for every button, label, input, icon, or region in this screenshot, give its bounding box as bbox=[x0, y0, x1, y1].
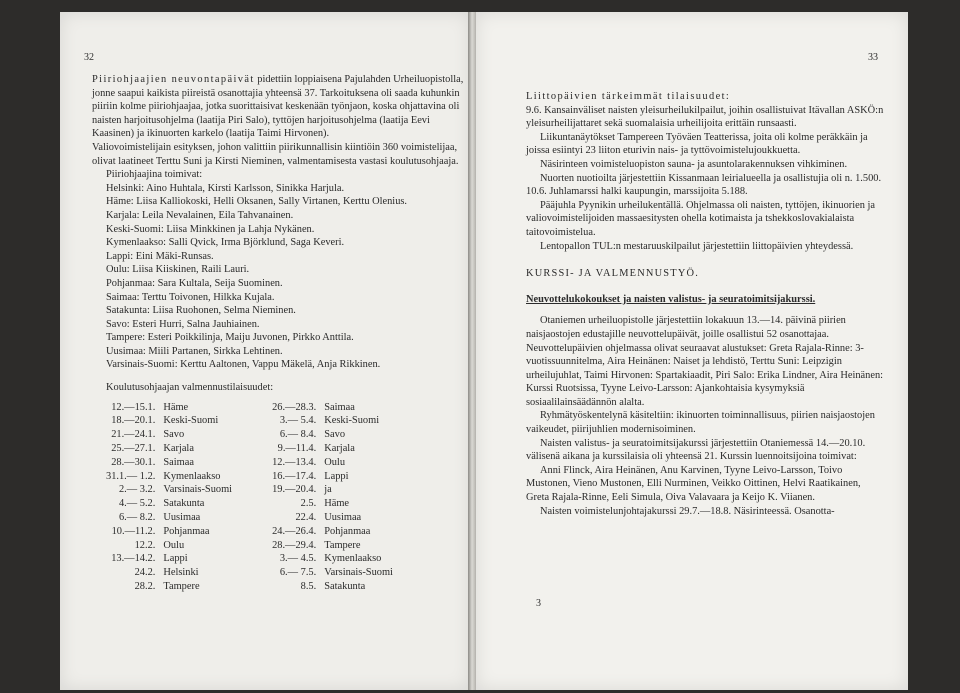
instructor-line: Satakunta: Liisa Ruohonen, Selma Nieminen. bbox=[106, 305, 296, 317]
schedule-date: 3.— 4.5. bbox=[279, 553, 317, 565]
schedule-row bbox=[272, 456, 393, 470]
schedule-row bbox=[106, 566, 232, 580]
instructor-line: Häme: Liisa Kalliokoski, Helli Oksanen, Sally Virtanen, Kerttu Olenius. bbox=[106, 196, 408, 208]
courses-table-left bbox=[106, 401, 232, 594]
schedule-row bbox=[106, 442, 232, 456]
event-item: Liikuntanäytökset Tampereen Työväen Teatterissa, joita oli kolme peräkkäin ja joissa esiintyi 23 liiton eturivin nais- ja tyttövoimistelujoukkuetta. bbox=[526, 131, 868, 157]
schedule-row bbox=[106, 401, 232, 415]
schedule-date: 12.2. bbox=[134, 539, 156, 551]
instructor-line: Tampere: Esteri Poikkilinja, Maiju Juvonen, Pirkko Anttila. bbox=[106, 332, 354, 344]
schedule-row bbox=[272, 470, 393, 484]
schedule-district: Tampere bbox=[324, 539, 361, 551]
right-page bbox=[476, 12, 908, 690]
body-paragraph: Otaniemen urheiluopistolle järjestettiin lokakuun 13.—14. päivinä piirien naisjaostojen edustajille neuvottelupäivät, joille osallistui 52 osanottajaa. Neuvottelupäivien ohjelmassa olivat seuraavat alustukset: Greta Rajala-Rinne: 3-vuotissuunnitelma, Aira Heinänen: Naiset ja lehdistö, Terttu Suni: Leipzigin urheilujuhlat, Taimi Hirvonen: Spartakiaadit, Piri Salo: Erika Lindner, Aira Heinänen: Kurssi Ruotsissa, Tyyne Leivo-Larsson: Ajankohtaisia kysymyksiä sosiaalilainsäädännön alalta. bbox=[526, 315, 884, 408]
body-paragraph: Anni Flinck, Aira Heinänen, Anu Karvinen, Tyyne Leivo-Larsson, Toivo Mustonen, Vieno Mustonen, Elli Nurminen, Veikko Oittinen, Helvi Raatikainen, Greta Rajala-Rinne, Eeli Simula, Oiva Valavaara ja Keijo K. Viianen. bbox=[526, 464, 861, 504]
subheading: Neuvottelukokoukset ja naisten valistus- ja seuratoimitsijakurssi. bbox=[526, 293, 816, 305]
schedule-district: Lappi bbox=[163, 553, 188, 565]
schedule-date: 24.2. bbox=[134, 567, 156, 579]
schedule-date: 3.— 5.4. bbox=[279, 415, 317, 427]
schedule-date: 4.— 5.2. bbox=[118, 498, 156, 510]
event-item: Lentopallon TUL:n mestaruuskilpailut järjestettiin liittopäivien yhteydessä. bbox=[540, 240, 854, 252]
schedule-date: 19.—20.4. bbox=[272, 484, 317, 496]
schedule-district: Tampere bbox=[163, 581, 200, 593]
schedule-date: 25.—27.1. bbox=[111, 443, 156, 455]
instructor-line: Pohjanmaa: Sara Kultala, Seija Suominen. bbox=[106, 277, 283, 289]
schedule-district: Savo bbox=[163, 429, 185, 441]
schedule-date: 13.—14.2. bbox=[111, 553, 156, 565]
schedule-district: Häme bbox=[163, 401, 189, 413]
schedule-district: Oulu bbox=[163, 539, 185, 551]
schedule-row bbox=[106, 483, 232, 497]
schedule-district: Keski-Suomi bbox=[163, 415, 219, 427]
courses-table-right bbox=[272, 401, 393, 594]
instructors-intro: Piiriohjaajina toimivat: bbox=[106, 169, 203, 181]
schedule-date: 31.1.— 1.2. bbox=[106, 470, 156, 482]
instructor-line: Lappi: Eini Mäki-Runsas. bbox=[106, 250, 214, 262]
page-number: 33 bbox=[868, 52, 878, 63]
schedule-date: 2.— 3.2. bbox=[118, 484, 156, 496]
events-list bbox=[526, 104, 886, 254]
events-heading: Liittopäivien tärkeimmät tilaisuudet: bbox=[526, 91, 731, 102]
schedule-row bbox=[272, 566, 393, 580]
schedule-district: Kymenlaakso bbox=[163, 470, 221, 482]
schedule-date: 24.—26.4. bbox=[272, 525, 317, 537]
schedule-date: 22.4. bbox=[295, 512, 317, 524]
schedule-date: 10.—11.2. bbox=[111, 525, 156, 537]
instructor-line: Helsinki: Aino Huhtala, Kirsti Karlsson, Sinikka Harjula. bbox=[106, 182, 345, 194]
schedule-date: 8.5. bbox=[300, 581, 317, 593]
schedule-row bbox=[106, 552, 232, 566]
schedule-district: Satakunta bbox=[324, 581, 366, 593]
schedule-date: 12.—15.1. bbox=[111, 401, 156, 413]
page-number: 32 bbox=[84, 52, 94, 63]
instructor-line: Varsinais-Suomi: Kerttu Aaltonen, Vappu Mäkelä, Anja Rikkinen. bbox=[106, 359, 381, 371]
schedule-row bbox=[272, 497, 393, 511]
instructors-list bbox=[92, 182, 467, 372]
body-paragraph: Naisten valistus- ja seuratoimitsijakurssi järjestettiin Otaniemessä 14.—20.10. välisenä aikana ja kurssilaisia oli yhteensä 21. Kurssin luennoitsijoina toimivat: bbox=[526, 437, 866, 463]
paragraph: Valiovoimistelijain esityksen, johon valittiin piirikunnallisin kiintiöin 360 voimistelijaa, olivat laatineet Terttu Suni ja Kirsti Nieminen, valmentamisesta vastasi koulutusohjaaja. bbox=[92, 141, 459, 167]
paragraph-text: pidettiin loppiaisena Pajulahden Urheiluopistolla, jonne saapui kaikista piireistä osanottajia yhteensä 37. Tarkoituksena oli saada kuhunkin piiriin kolme piiriohjaajaa, jotka suorittaisivat keskenään työnjaon, koska ohjattavina oli naisten harjoitusohjelma (laatija Piri Salo), tyttöjen harjoitusohjelma (laatija Eevi Kaasinen) ja ikinuorten karkelo (laatija Taimi Hirvonen). bbox=[92, 74, 464, 140]
section-heading: KURSSI- JA VALMENNUSTYÖ. bbox=[526, 268, 700, 280]
schedule-row bbox=[106, 580, 232, 594]
left-column bbox=[92, 73, 467, 594]
section-body bbox=[526, 314, 886, 518]
instructor-line: Uusimaa: Miili Partanen, Sirkka Lehtinen. bbox=[106, 345, 283, 357]
schedule-district: Uusimaa bbox=[324, 512, 362, 524]
instructor-line: Oulu: Liisa Kiiskinen, Raili Lauri. bbox=[106, 264, 250, 276]
event-item: 9.6. Kansainväliset naisten yleisurheilukilpailut, joihin osallistuivat Itävallan ASKÖ:n yleisurheilijattaret sekä suomalaisia urheilijoita erittäin runsaasti. bbox=[526, 104, 884, 130]
schedule-district: Saimaa bbox=[163, 456, 194, 468]
schedule-row bbox=[272, 414, 393, 428]
courses-schedule bbox=[92, 401, 467, 594]
paragraph bbox=[92, 73, 467, 141]
schedule-row bbox=[272, 539, 393, 553]
schedule-date: 28.—30.1. bbox=[111, 456, 156, 468]
schedule-date: 6.— 8.4. bbox=[279, 429, 317, 441]
instructor-line: Karjala: Leila Nevalainen, Eila Tahvanainen. bbox=[106, 209, 294, 221]
schedule-district: Varsinais-Suomi bbox=[324, 567, 393, 579]
schedule-date: 18.—20.1. bbox=[111, 415, 156, 427]
instructor-line: Savo: Esteri Hurri, Salna Jauhiainen. bbox=[106, 318, 260, 330]
schedule-row bbox=[106, 539, 232, 553]
schedule-district: Karjala bbox=[324, 443, 355, 455]
schedule-date: 9.—11.4. bbox=[277, 443, 317, 455]
schedule-district: Satakunta bbox=[163, 498, 205, 510]
schedule-date: 2.5. bbox=[300, 498, 317, 510]
schedule-row bbox=[106, 470, 232, 484]
schedule-district: Häme bbox=[324, 498, 350, 510]
schedule-district: Pohjanmaa bbox=[324, 525, 371, 537]
schedule-row bbox=[106, 428, 232, 442]
event-item: Pääjuhla Pyynikin urheilukentällä. Ohjelmassa oli naisten, tyttöjen, ikinuorien ja valiovoimistelijoiden massaesitysten ohella kotimaista ja tshekkoslovakialaista taitovoimistelua. bbox=[526, 199, 876, 238]
schedule-row bbox=[272, 580, 393, 594]
schedule-date: 26.—28.3. bbox=[272, 401, 317, 413]
body-paragraph: Ryhmätyöskentelynä käsiteltiin: ikinuorten toiminnallisuus, piirien naisjaostojen vaikeudet, piirijuhlien modernisoiminen. bbox=[526, 410, 875, 436]
run-in-heading: Piiriohjaajien neuvontapäivät bbox=[92, 74, 255, 85]
footer-mark: 3 bbox=[536, 598, 541, 609]
schedule-date: 6.— 7.5. bbox=[279, 567, 317, 579]
schedule-row bbox=[272, 483, 393, 497]
instructor-line: Saimaa: Terttu Toivonen, Hilkka Kujala. bbox=[106, 291, 275, 303]
schedule-district: Lappi bbox=[324, 470, 349, 482]
schedule-row bbox=[272, 401, 393, 415]
event-item: 10.6. Juhlamarssi halki kaupungin, marssijoita 5.188. bbox=[526, 186, 748, 198]
event-item: Näsirinteen voimisteluopiston sauna- ja asuntolarakennuksen vihkiminen. bbox=[540, 158, 848, 170]
schedule-date: 6.— 8.2. bbox=[118, 512, 156, 524]
schedule-date: 16.—17.4. bbox=[272, 470, 317, 482]
schedule-row bbox=[106, 497, 232, 511]
schedule-row bbox=[106, 414, 232, 428]
schedule-district: Helsinki bbox=[163, 567, 199, 579]
body-paragraph: Naisten voimistelunjohtajakurssi 29.7.—18.8. Näsirinteessä. Osanotta- bbox=[540, 505, 835, 517]
schedule-district: Keski-Suomi bbox=[324, 415, 380, 427]
event-item: Nuorten nuotioilta järjestettiin Kissanmaan leirialueella ja osallistujia oli n. 1.500. bbox=[540, 172, 882, 184]
schedule-row bbox=[106, 456, 232, 470]
schedule-district: Karjala bbox=[163, 443, 194, 455]
schedule-district: Uusimaa bbox=[163, 512, 201, 524]
schedule-row bbox=[272, 511, 393, 525]
instructor-line: Kymenlaakso: Salli Qvick, Irma Björklund, Saga Keveri. bbox=[106, 237, 345, 249]
schedule-row bbox=[106, 511, 232, 525]
schedule-district: Kymenlaakso bbox=[324, 553, 382, 565]
left-page bbox=[60, 12, 470, 690]
schedule-district: Savo bbox=[324, 429, 346, 441]
instructor-line: Keski-Suomi: Liisa Minkkinen ja Lahja Nykänen. bbox=[106, 223, 315, 235]
schedule-date: 12.—13.4. bbox=[272, 456, 317, 468]
schedule-row bbox=[272, 428, 393, 442]
schedule-date: 28.2. bbox=[134, 581, 156, 593]
right-column bbox=[526, 90, 886, 518]
schedule-date: 28.—29.4. bbox=[272, 539, 317, 551]
schedule-district: Pohjanmaa bbox=[163, 525, 210, 537]
schedule-district: Saimaa bbox=[324, 401, 355, 413]
schedule-row bbox=[272, 442, 393, 456]
schedule-district: ja bbox=[324, 484, 332, 496]
schedule-row bbox=[272, 525, 393, 539]
schedule-row bbox=[272, 552, 393, 566]
courses-intro: Koulutusohjaajan valmennustilaisuudet: bbox=[106, 382, 274, 394]
schedule-district: Oulu bbox=[324, 456, 346, 468]
schedule-date: 21.—24.1. bbox=[111, 429, 156, 441]
schedule-row bbox=[106, 525, 232, 539]
schedule-district: Varsinais-Suomi bbox=[163, 484, 233, 496]
